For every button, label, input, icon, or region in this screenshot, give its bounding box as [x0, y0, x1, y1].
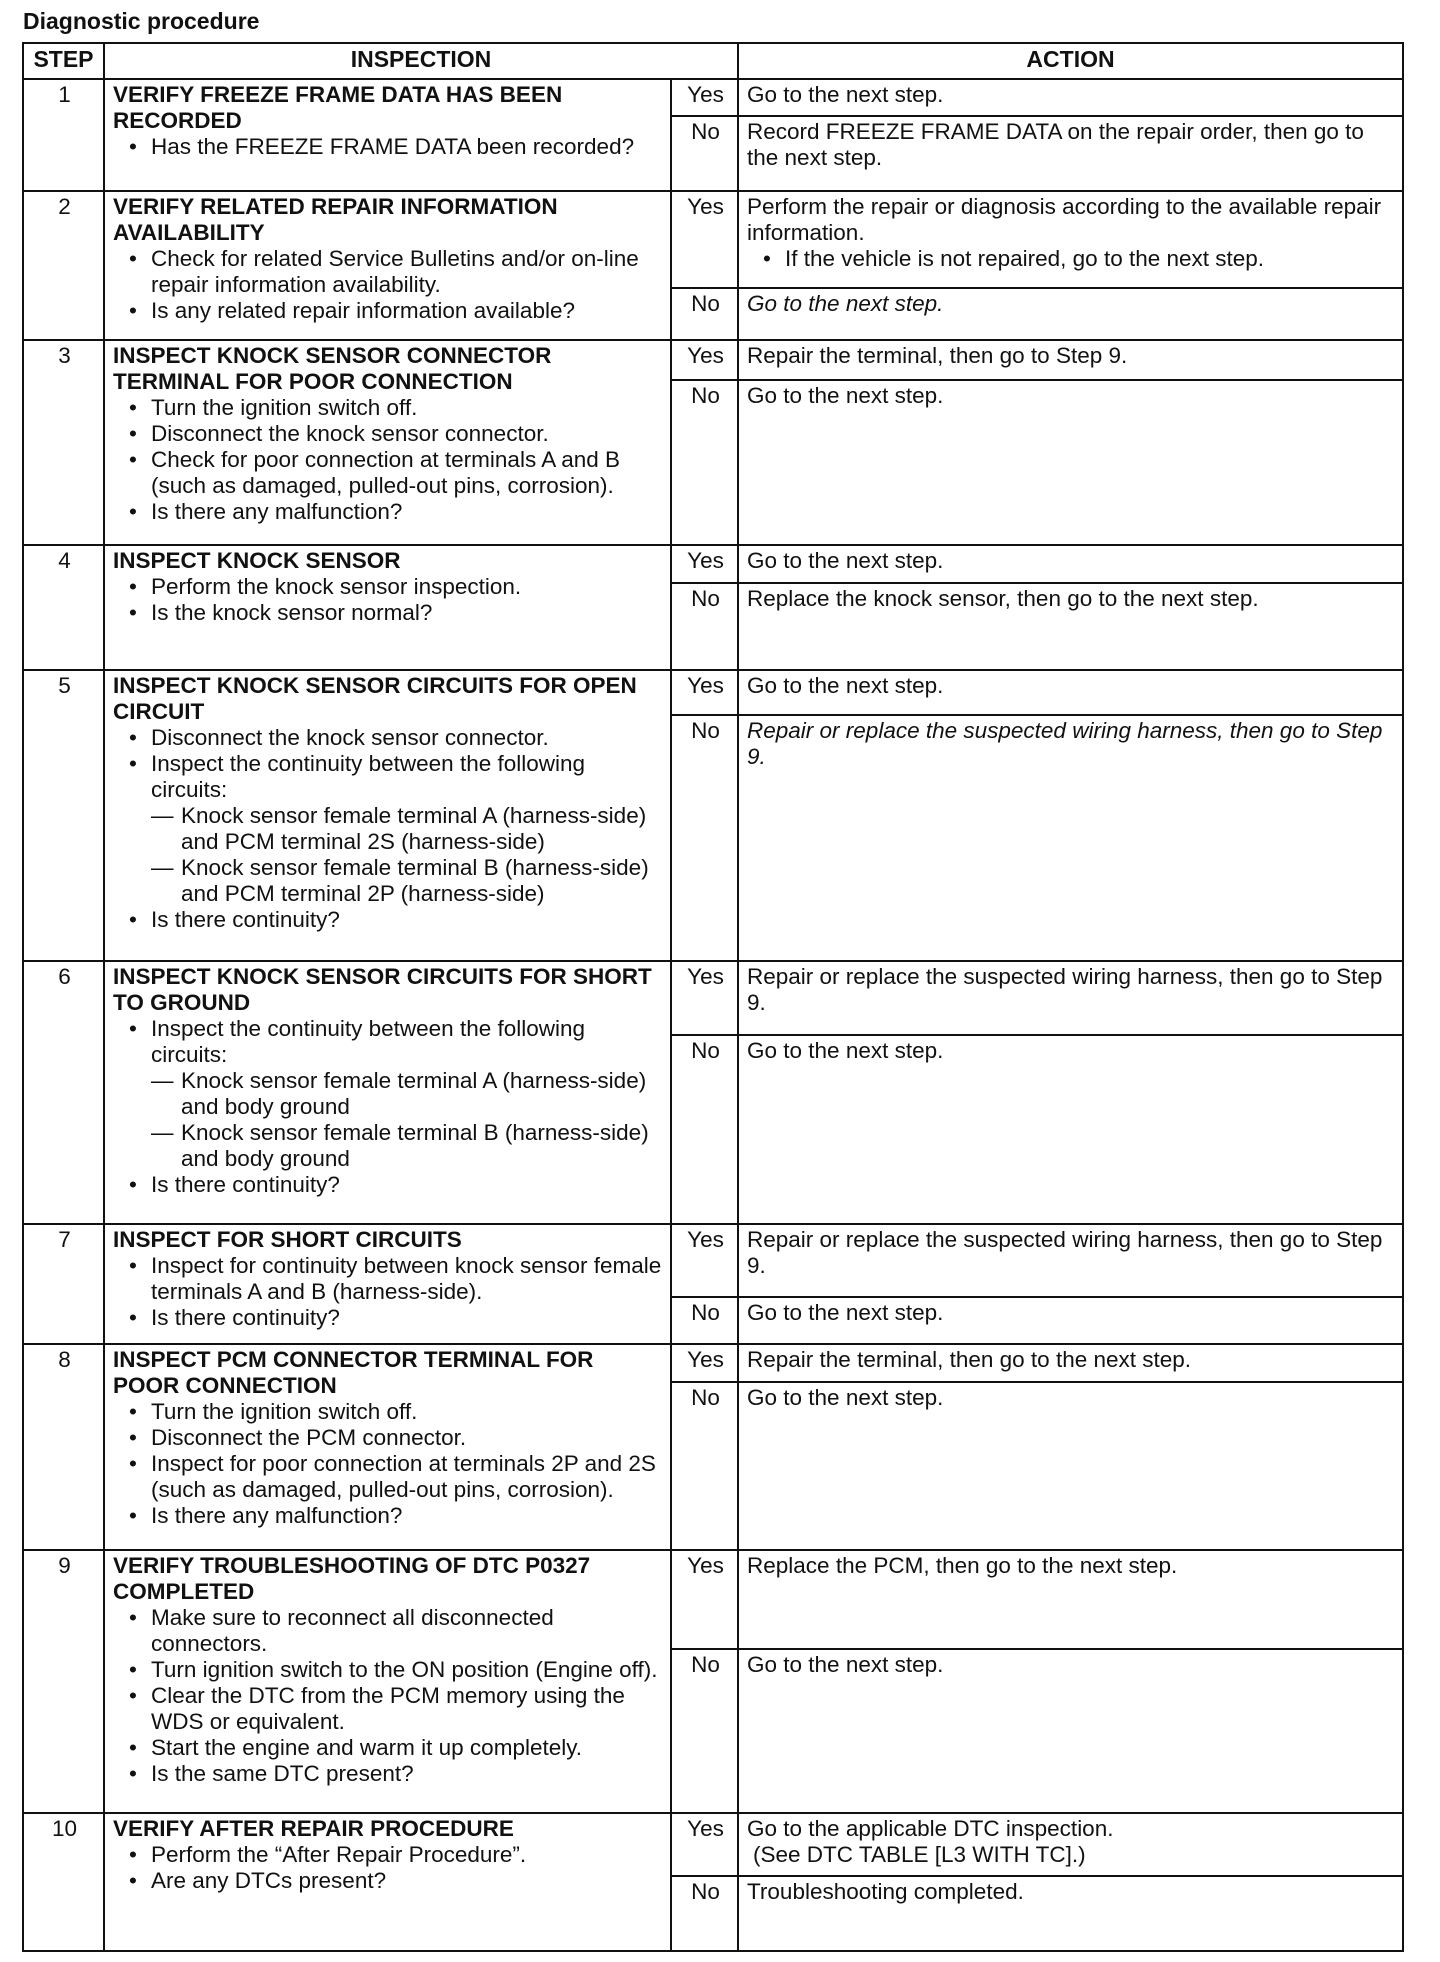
- header-action: ACTION: [738, 43, 1403, 79]
- check-item: [151, 1399, 664, 1425]
- no-label: No: [671, 583, 738, 671]
- step-number: 4: [23, 545, 104, 670]
- yes-action: [738, 545, 1403, 582]
- check-text: Are any DTCs present?: [151, 1867, 387, 1893]
- yes-label: Yes: [671, 670, 738, 715]
- step-number: 6: [23, 961, 104, 1224]
- no-label: No: [671, 1035, 738, 1224]
- check-item: [151, 1503, 664, 1529]
- check-item: [151, 1172, 664, 1198]
- yes-action-sublist: [747, 246, 1396, 272]
- yes-action-text: Repair or replace the suspected wiring harness, then go to Step 9.: [747, 1227, 1383, 1279]
- inspection-checklist: [113, 1399, 664, 1529]
- check-text: Perform the knock sensor inspection.: [151, 574, 522, 600]
- yes-action-text: Repair the terminal, then go to Step 9.: [747, 342, 1128, 368]
- check-item: [151, 1842, 664, 1868]
- no-label: No: [671, 1382, 738, 1550]
- check-text: Turn ignition switch to the ON position (Engine off).: [151, 1657, 658, 1683]
- step-row-yes: [23, 340, 1403, 381]
- inspection-checklist: [113, 1253, 664, 1331]
- inspection-checklist: [113, 1842, 664, 1894]
- yes-action: [738, 340, 1403, 381]
- yes-action: [738, 1224, 1403, 1297]
- yes-action-text: Go to the next step.: [747, 548, 944, 574]
- check-item: [151, 1016, 664, 1172]
- step-number: 1: [23, 79, 104, 191]
- step-row-yes: [23, 670, 1403, 715]
- step-row-yes: [23, 79, 1403, 116]
- check-text: Inspect for poor connection at terminals 2P and 2S (such as damaged, pulled-out pins, corrosion).: [151, 1451, 656, 1503]
- no-label: No: [671, 715, 738, 962]
- check-item: [151, 1253, 664, 1305]
- step-row-yes: [23, 1813, 1403, 1876]
- no-label: No: [671, 1297, 738, 1345]
- inspection-checklist: [113, 574, 664, 626]
- inspection-cell: [104, 1550, 671, 1813]
- no-action: Go to the next step.: [738, 288, 1403, 339]
- check-text: Check for poor connection at terminals A and B (such as damaged, pulled-out pins, corrosion).: [151, 446, 621, 498]
- inspection-cell: [104, 545, 671, 670]
- check-item: [151, 499, 664, 525]
- check-item: [151, 1305, 664, 1331]
- no-label: No: [671, 1649, 738, 1813]
- check-text: Inspect the continuity between the following circuits:: [151, 751, 586, 803]
- check-text: Is the same DTC present?: [151, 1761, 414, 1787]
- yes-action-note: (See DTC TABLE [L3 WITH TC].): [753, 1841, 1086, 1867]
- yes-action-text: Perform the repair or diagnosis according to the available repair information.: [747, 193, 1382, 245]
- inspection-title: INSPECT PCM CONNECTOR TERMINAL FOR POOR CONNECTION: [113, 1347, 594, 1399]
- check-text: Disconnect the PCM connector.: [151, 1425, 467, 1451]
- inspection-checklist: [113, 1605, 664, 1787]
- check-text: Make sure to reconnect all disconnected connectors.: [151, 1605, 554, 1657]
- check-item: [151, 298, 664, 324]
- check-text: Is any related repair information available?: [151, 297, 575, 323]
- yes-action-subitem: • If the vehicle is not repaired, go to the next step.: [785, 246, 1396, 272]
- step-row-yes: [23, 545, 1403, 582]
- yes-action: [738, 1813, 1403, 1876]
- inspection-cell: [104, 1224, 671, 1344]
- no-label: No: [671, 288, 738, 339]
- yes-label: Yes: [671, 545, 738, 582]
- check-item: [151, 600, 664, 626]
- check-item: [151, 447, 664, 499]
- inspection-cell: [104, 1344, 671, 1550]
- inspection-title: VERIFY AFTER REPAIR PROCEDURE: [113, 1815, 514, 1841]
- no-label: No: [671, 1876, 738, 1951]
- yes-action: [738, 1550, 1403, 1649]
- check-item: [151, 1868, 664, 1894]
- no-action: Troubleshooting completed.: [738, 1876, 1403, 1951]
- yes-label: Yes: [671, 1813, 738, 1876]
- check-text: Is there continuity?: [151, 907, 340, 933]
- yes-label: Yes: [671, 961, 738, 1035]
- check-text: Turn the ignition switch off.: [151, 394, 418, 420]
- check-text: Check for related Service Bulletins and/or on-line repair information availability.: [151, 245, 639, 297]
- check-item: [151, 246, 664, 298]
- check-text: Inspect for continuity between knock sensor female terminals A and B (harness-side).: [151, 1253, 662, 1305]
- yes-action-text: Go to the applicable DTC inspection.: [747, 1815, 1114, 1841]
- inspection-cell: [104, 1813, 671, 1951]
- inspection-title: VERIFY FREEZE FRAME DATA HAS BEEN RECORDED: [113, 82, 563, 133]
- no-label: No: [671, 116, 738, 190]
- step-number: 9: [23, 1550, 104, 1813]
- sub-checklist: [151, 1068, 664, 1172]
- check-text: Is there continuity?: [151, 1172, 340, 1198]
- yes-label: Yes: [671, 1344, 738, 1382]
- inspection-checklist: [113, 134, 664, 160]
- diagnostic-procedure-table: [22, 42, 1404, 1952]
- inspection-title: INSPECT FOR SHORT CIRCUITS: [113, 1227, 462, 1253]
- no-action: Replace the knock sensor, then go to the next step.: [738, 583, 1403, 671]
- check-text: Inspect the continuity between the following circuits:: [151, 1016, 586, 1068]
- header-inspection: INSPECTION: [104, 43, 738, 79]
- yes-label: Yes: [671, 79, 738, 116]
- yes-action-text: Go to the next step.: [747, 673, 944, 699]
- step-row-yes: [23, 1224, 1403, 1297]
- step-number: 2: [23, 191, 104, 340]
- inspection-title: INSPECT KNOCK SENSOR CONNECTOR TERMINAL FOR POOR CONNECTION: [113, 342, 552, 394]
- inspection-checklist: [113, 395, 664, 525]
- no-action: Record FREEZE FRAME DATA on the repair order, then go to the next step.: [738, 116, 1403, 190]
- check-text: Is the knock sensor normal?: [151, 600, 433, 626]
- inspection-cell: [104, 961, 671, 1224]
- header-step: STEP: [23, 43, 104, 79]
- check-item: [151, 1657, 664, 1683]
- inspection-title: VERIFY TROUBLESHOOTING OF DTC P0327 COMPLETED: [113, 1553, 591, 1605]
- inspection-checklist: [113, 246, 664, 324]
- step-row-yes: [23, 191, 1403, 289]
- inspection-cell: [104, 340, 671, 546]
- check-item: [151, 395, 664, 421]
- check-text: Is there continuity?: [151, 1305, 340, 1331]
- check-item: [151, 574, 664, 600]
- check-item: [151, 725, 664, 751]
- inspection-title: INSPECT KNOCK SENSOR CIRCUITS FOR OPEN CIRCUIT: [113, 673, 637, 725]
- check-item: [151, 1761, 664, 1787]
- yes-label: Yes: [671, 1550, 738, 1649]
- yes-action: [738, 79, 1403, 116]
- yes-action: [738, 670, 1403, 715]
- step-number: 5: [23, 670, 104, 961]
- sub-check-item: — Knock sensor female terminal B (harness-side) and body ground: [181, 1120, 664, 1172]
- check-text: Perform the “After Repair Procedure”.: [151, 1841, 527, 1867]
- table-header-row: [23, 43, 1403, 79]
- check-text: Disconnect the knock sensor connector.: [151, 725, 549, 751]
- yes-label: Yes: [671, 191, 738, 289]
- yes-action: [738, 191, 1403, 289]
- inspection-checklist: [113, 725, 664, 933]
- check-text: Is there any malfunction?: [151, 1503, 403, 1529]
- check-item: [151, 421, 664, 447]
- step-number: 8: [23, 1344, 104, 1550]
- steps-body: [23, 79, 1403, 1951]
- yes-label: Yes: [671, 1224, 738, 1297]
- step-number: 3: [23, 340, 104, 546]
- no-action: Go to the next step.: [738, 380, 1403, 545]
- sub-check-item: — Knock sensor female terminal A (harness-side) and PCM terminal 2S (harness-side): [181, 803, 664, 855]
- yes-action-text: Replace the PCM, then go to the next step.: [747, 1553, 1178, 1579]
- step-row-yes: [23, 1550, 1403, 1649]
- check-text: Has the FREEZE FRAME DATA been recorded?: [151, 134, 635, 159]
- check-text: Start the engine and warm it up completely.: [151, 1735, 583, 1761]
- check-text: Is there any malfunction?: [151, 498, 403, 524]
- yes-action-text: Repair the terminal, then go to the next step.: [747, 1347, 1192, 1373]
- yes-action: [738, 961, 1403, 1035]
- check-item: [151, 1425, 664, 1451]
- no-action: Go to the next step.: [738, 1649, 1403, 1813]
- step-number: 10: [23, 1813, 104, 1951]
- no-action: Go to the next step.: [738, 1297, 1403, 1345]
- step-row-yes: [23, 961, 1403, 1035]
- inspection-cell: [104, 191, 671, 340]
- yes-label: Yes: [671, 340, 738, 381]
- inspection-title: INSPECT KNOCK SENSOR: [113, 548, 401, 574]
- check-text: Turn the ignition switch off.: [151, 1399, 418, 1425]
- inspection-cell: [104, 79, 671, 191]
- sub-check-item: — Knock sensor female terminal A (harness-side) and body ground: [181, 1068, 664, 1120]
- check-item: [151, 1735, 664, 1761]
- check-item: [151, 134, 664, 160]
- check-item: [151, 751, 664, 907]
- check-text: Clear the DTC from the PCM memory using the WDS or equivalent.: [151, 1683, 625, 1735]
- inspection-title: VERIFY RELATED REPAIR INFORMATION AVAILABILITY: [113, 193, 558, 245]
- no-action: Repair or replace the suspected wiring harness, then go to Step 9.: [738, 715, 1403, 962]
- step-number: 7: [23, 1224, 104, 1344]
- check-item: [151, 907, 664, 933]
- check-item: [151, 1451, 664, 1503]
- check-text: Disconnect the knock sensor connector.: [151, 420, 549, 446]
- inspection-title: INSPECT KNOCK SENSOR CIRCUITS FOR SHORT TO GROUND: [113, 964, 652, 1016]
- inspection-checklist: [113, 1016, 664, 1198]
- yes-action-text: Go to the next step.: [747, 82, 944, 107]
- yes-action: [738, 1344, 1403, 1382]
- sub-checklist: [151, 803, 664, 907]
- no-label: No: [671, 380, 738, 545]
- no-action: Go to the next step.: [738, 1035, 1403, 1224]
- page-title: Diagnostic procedure: [23, 8, 260, 34]
- no-action: Go to the next step.: [738, 1382, 1403, 1550]
- check-item: [151, 1605, 664, 1657]
- check-item: [151, 1683, 664, 1735]
- step-row-yes: [23, 1344, 1403, 1382]
- inspection-cell: [104, 670, 671, 961]
- sub-check-item: — Knock sensor female terminal B (harness-side) and PCM terminal 2P (harness-side): [181, 855, 664, 907]
- yes-action-text: Repair or replace the suspected wiring harness, then go to Step 9.: [747, 964, 1383, 1016]
